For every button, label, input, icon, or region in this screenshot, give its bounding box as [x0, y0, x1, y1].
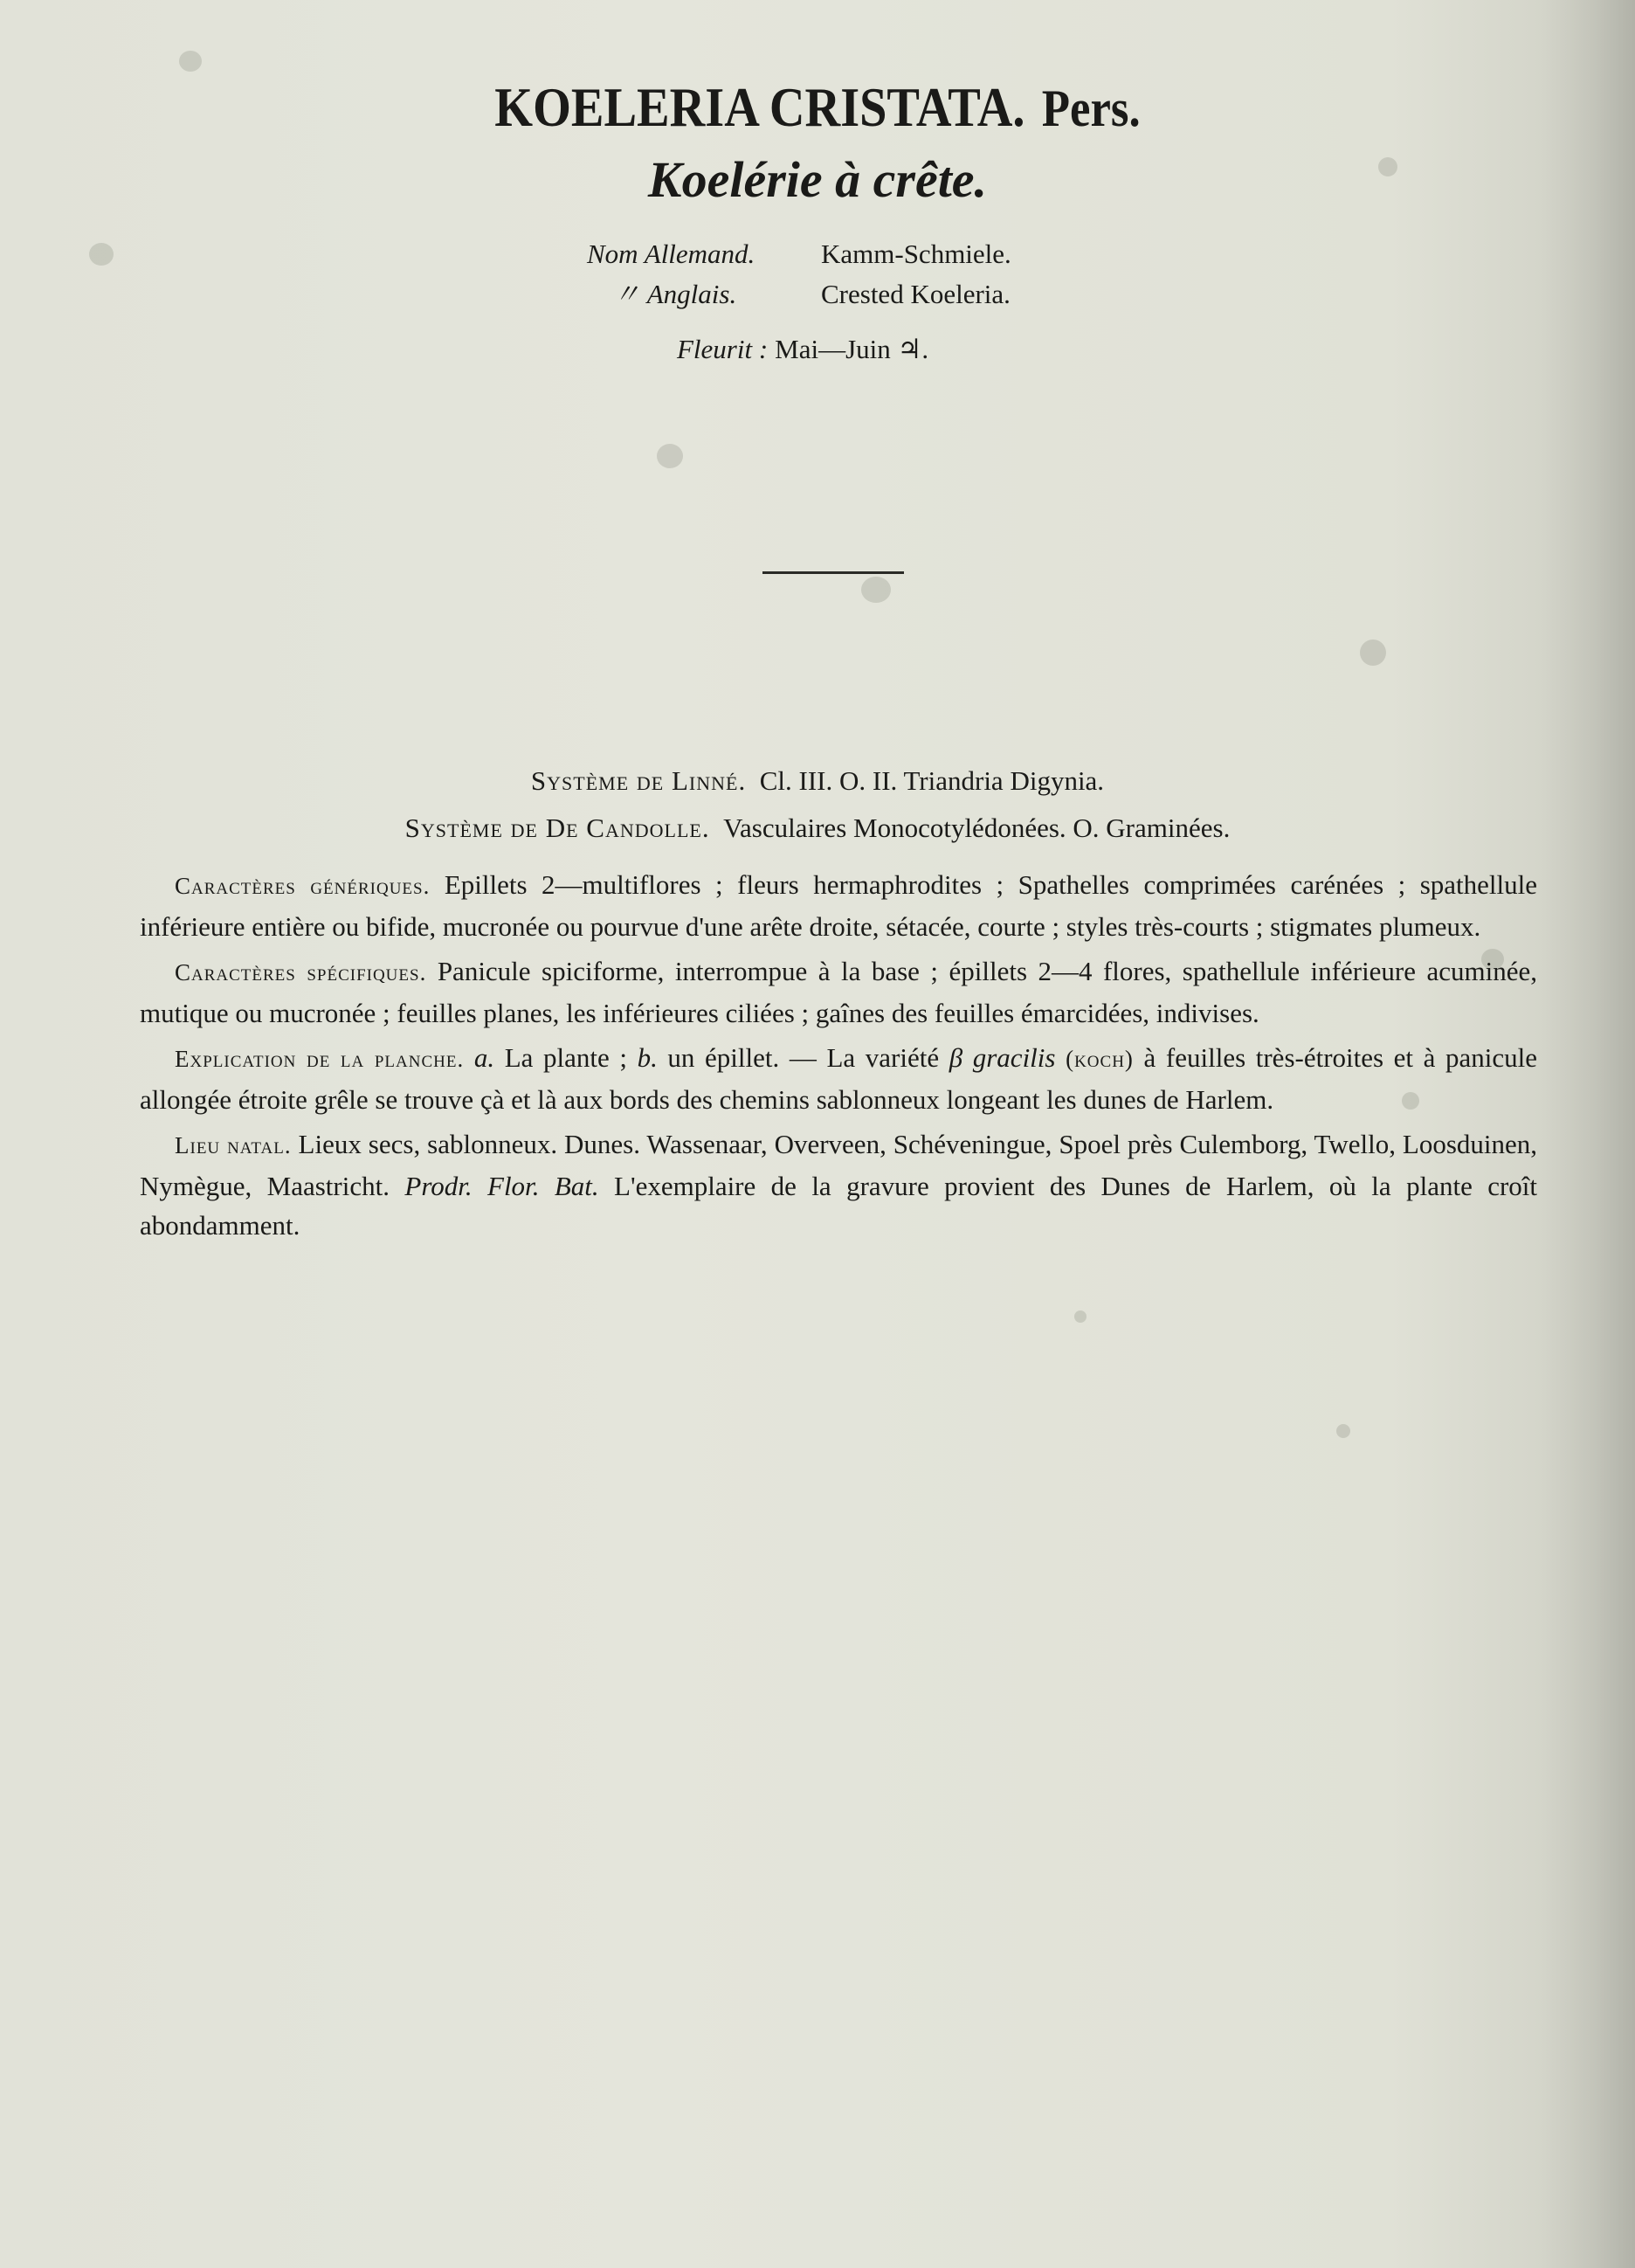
foxing-spot [89, 243, 114, 266]
plate-a-text: La plante ; [504, 1042, 627, 1073]
plate-a: a. [473, 1042, 495, 1073]
habitat-ref: Prodr. Flor. Bat. [404, 1170, 599, 1201]
plate-explanation [140, 1038, 1537, 1119]
generic-text: Epillets 2—multiflores ; fleurs hermaphrodites ; Spathelles comprimées carénées ; spathellule inférieure entière ou bifide, mucronée ou pourvue d'une arête droite, sétacée, courte ; styles très-courts ; stigmates plumeux. [140, 869, 1538, 942]
flowering-line [677, 334, 928, 365]
divider-rule [762, 571, 904, 574]
page-fold-shadow [1539, 0, 1635, 2268]
latin-name: KOELERIA CRISTATA. [494, 76, 1025, 138]
generic-characters [140, 865, 1537, 946]
foxing-spot [1074, 1310, 1087, 1323]
specific-text: Panicule spiciforme, interrompue à la base ; épillets 2—4 flores, spathellule inférieure acuminée, mutique ou mucronée ; feuilles planes, les inférieures ciliées ; gaînes des feuilles émarcidées, indivises. [140, 956, 1538, 1028]
plate-b: b. [637, 1042, 658, 1073]
foxing-spot [1336, 1424, 1350, 1438]
habitat-text: Lieux secs, sablonneux. Dunes. Wassenaar, Overveen, Schéveningue, Spoel près Culemborg, Twello, Loosduinen, Nymègue, Maastricht. [140, 1129, 1538, 1201]
plate-label: Explication de la planche. [175, 1046, 465, 1072]
foxing-spot [1360, 640, 1386, 666]
french-name: Koelérie à crête. [647, 151, 988, 208]
linne-system [0, 765, 1635, 797]
plate-b-text: un épillet. — La variété [667, 1042, 940, 1073]
author-abbrev: Pers. [1041, 80, 1141, 137]
habitat-label: Lieu natal. [175, 1132, 292, 1158]
habitat-rest: L'exemplaire de la gravure provient des Dunes de Harlem, où la plante croît abondamment. [140, 1170, 1538, 1241]
plate-koch: (koch) [1066, 1046, 1134, 1072]
candolle-value: Vasculaires Monocotylédonées. O. Graminées. [723, 812, 1231, 843]
common-name-value: Crested Koeleria. [821, 279, 1011, 309]
foxing-spot [861, 577, 891, 603]
habitat [140, 1124, 1537, 1246]
linne-label: Système de Linné. [530, 765, 747, 796]
linne-value: Cl. III. O. II. Triandria Digynia. [759, 765, 1105, 796]
candolle-system [0, 812, 1635, 844]
common-name-value: Kamm-Schmiele. [821, 239, 1011, 269]
foxing-spot [657, 444, 683, 468]
flowering-value: Mai—Juin ♃. [775, 334, 929, 364]
flowering-label: Fleurit : [677, 334, 769, 364]
specific-characters [140, 951, 1537, 1033]
common-name-label: 〃 Anglais. [613, 279, 737, 309]
plate-variety: β gracilis [949, 1042, 1056, 1073]
candolle-label: Système de De Candolle. [404, 812, 710, 843]
generic-label: Caractères génériques. [175, 873, 431, 899]
foxing-spot [179, 51, 202, 72]
plate-rest: à feuilles très-étroites et à panicule allongée étroite grêle se trouve çà et là aux bords des chemins sablonneux longeant les dunes de Harlem. [140, 1042, 1538, 1115]
specific-label: Caractères spécifiques. [175, 959, 427, 985]
description-body [140, 865, 1537, 1251]
plant-title [98, 75, 1536, 140]
common-name-label: Nom Allemand. [587, 239, 755, 269]
